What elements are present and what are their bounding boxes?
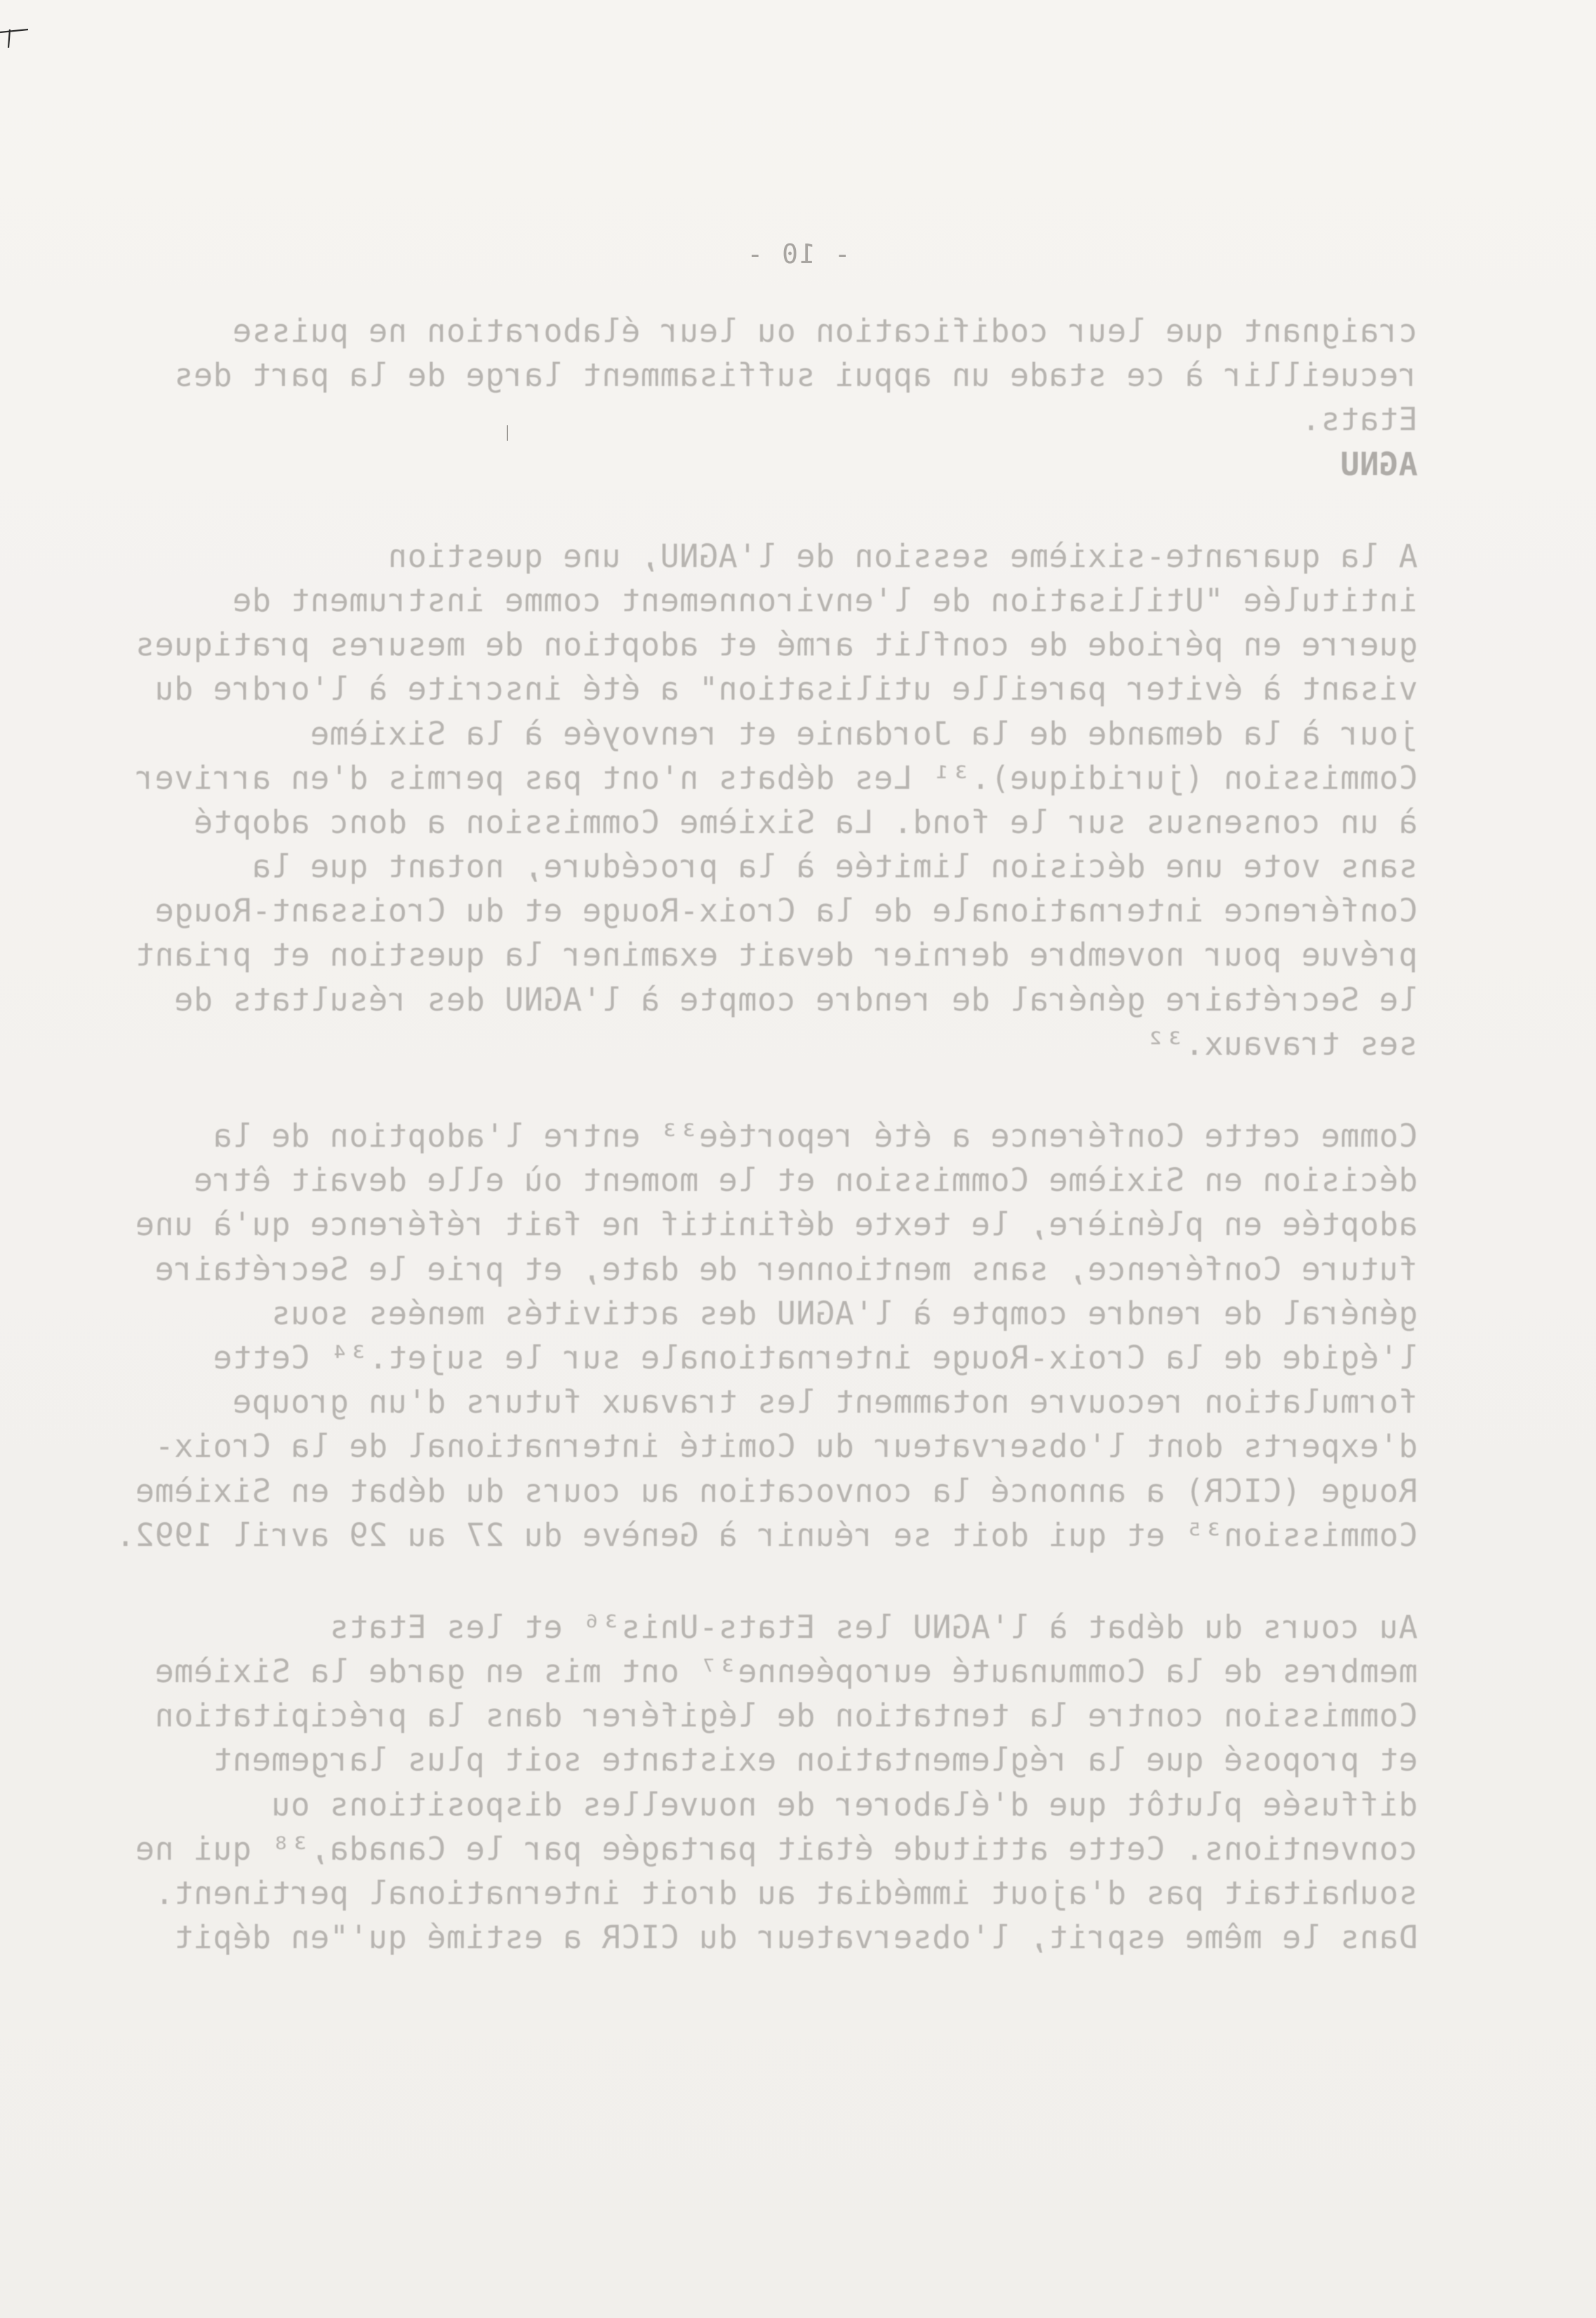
text-line: général de rendre compte à l'AGNU des activités menées sous <box>271 1294 1418 1332</box>
text-line: Etats. <box>1301 401 1418 439</box>
text-line: conventions. Cette attitude était partagée par le Canada,³⁸ qui ne <box>135 1830 1418 1867</box>
text-line: Commission contre la tentation de légiférer dans la précipitation <box>154 1697 1418 1735</box>
paragraph-1 <box>105 309 1418 486</box>
text-line: Commission (juridique).³¹ Les débats n'ont pas permis d'en arriver <box>135 759 1418 797</box>
text-line: le Secrétaire général de rendre compte à l'AGNU des résultats de <box>173 980 1418 1018</box>
text-line: A la quarante-sixième session de l'AGNU, une question <box>387 537 1418 575</box>
text-line: décision en Sixième Commission et le moment où elle devait être <box>193 1161 1418 1199</box>
text-line: Commission³⁵ et qui doit se réunir à Genève du 27 au 29 avril 1992. <box>115 1516 1418 1554</box>
text-line: recueillir à ce stade un appui suffisamment large de la part des <box>173 357 1418 394</box>
text-line: craignant que leur codification ou leur élaboration ne puisse <box>232 312 1418 349</box>
show-through-text <box>105 309 1418 2204</box>
paragraph-2 <box>105 534 1418 1066</box>
text-line: visant à éviter pareille utilisation" a été inscrite à l'ordre du <box>154 670 1418 708</box>
text-line: jour à la demande de la Jordanie et renvoyée à la Sixième <box>310 714 1418 752</box>
text-line: formulation recouvre notamment les travaux futurs d'un groupe <box>232 1383 1418 1421</box>
text-line: adoptée en plénière, le texte définitif ne fait référence qu'à une <box>135 1206 1418 1244</box>
text-line: membres de la Communauté européenne³⁷ ont mis en garde la Sixième <box>154 1653 1418 1691</box>
text-line: ses travaux.³² <box>1145 1025 1418 1063</box>
text-line: d'experts dont l'observateur du Comité international de la Croix- <box>154 1427 1418 1465</box>
text-line: future Conférence, sans mentionner de date, et prie le Secrétaire <box>154 1250 1418 1288</box>
page-number: - 10 - <box>745 239 851 269</box>
text-line: Conférence internationale de la Croix-Rouge et du Croissant-Rouge <box>154 892 1418 930</box>
text-line: l'égide de la Croix-Rouge internationale sur le sujet.³⁴ Cette <box>213 1338 1418 1376</box>
text-line: intitulée "Utilisation de l'environnement comme instrument de <box>232 581 1418 619</box>
corner-crop-mark <box>0 20 34 48</box>
text-line: souhaitait pas d'ajout immédiat au droit international pertinent. <box>154 1874 1418 1912</box>
text-line: diffusée plutôt que d'élaborer de nouvelles dispositions ou <box>271 1785 1418 1823</box>
section-heading: AGNU <box>1340 445 1418 483</box>
text-line: et proposé que la réglementation existante soit plus largement <box>213 1741 1418 1779</box>
text-line: Comme cette Conférence a été reportée³³ entre l'adoption de la <box>213 1117 1418 1154</box>
text-line: Dans le même esprit, l'observateur du CICR a estimé qu'"en dépit <box>173 1919 1418 1957</box>
paragraph-3 <box>105 1114 1418 1557</box>
text-line: guerre en période de conflit armé et adoption de mesures pratiques <box>135 626 1418 664</box>
text-line: prévue pour novembre dernier devait examiner la question et priant <box>135 936 1418 974</box>
text-line: sans vote une décision limitée à la procédure, notant que la <box>251 848 1418 886</box>
text-line: Rouge (CICR) a annoncé la convocation au cours du débat en Sixième <box>135 1472 1418 1510</box>
text-line: à un consensus sur le fond. La Sixième Commission a donc adopté <box>193 803 1418 841</box>
text-line: Au cours du débat à l'AGNU les Etats-Unis³⁶ et les Etats <box>329 1608 1418 1646</box>
paragraph-4 <box>105 1605 1418 1960</box>
